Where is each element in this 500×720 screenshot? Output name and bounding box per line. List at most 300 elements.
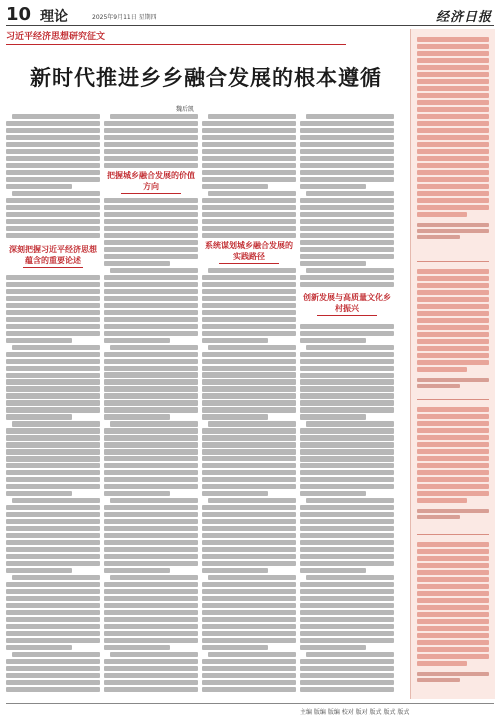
sidebar-source-line — [417, 378, 489, 382]
body-text-line — [104, 379, 198, 384]
body-text-line — [202, 233, 296, 238]
sidebar-text-line — [417, 290, 489, 295]
column-tag-rule — [6, 44, 346, 45]
sidebar-text-line — [417, 456, 489, 461]
body-text-line — [104, 484, 198, 489]
body-text-line — [300, 645, 366, 650]
sidebar-source-line — [417, 235, 460, 239]
sidebar-text-line — [417, 149, 489, 154]
body-text-line — [104, 603, 198, 608]
sidebar-source-line — [417, 515, 460, 519]
body-text-line — [300, 142, 394, 147]
sidebar-text-line — [417, 177, 489, 182]
body-text-line — [104, 247, 198, 252]
body-text-line — [202, 205, 296, 210]
body-text-line — [202, 331, 296, 336]
body-text-line — [104, 617, 198, 622]
sidebar-text-line — [417, 339, 489, 344]
body-text-line — [202, 156, 296, 161]
body-text-line — [104, 442, 198, 447]
body-text-line — [104, 282, 198, 287]
body-text-line — [104, 547, 198, 552]
body-text-line — [104, 463, 198, 468]
body-text-line — [300, 149, 394, 154]
sidebar-text-line — [417, 332, 489, 337]
body-text-line — [202, 135, 296, 140]
body-text-line — [202, 366, 296, 371]
page-number: 10 — [6, 4, 32, 25]
sidebar-text-line — [417, 121, 489, 126]
sidebar-source-line — [417, 384, 460, 388]
body-text-line — [104, 149, 198, 154]
body-text-line — [6, 275, 100, 280]
body-text-line — [300, 526, 394, 531]
sidebar-text-line — [417, 65, 489, 70]
body-text-line — [104, 226, 198, 231]
sidebar-source-line — [417, 672, 489, 676]
body-text-line — [104, 540, 198, 545]
body-text-line — [6, 442, 100, 447]
body-text-line — [202, 275, 296, 280]
body-text-line — [202, 324, 296, 329]
body-text-line — [12, 498, 100, 503]
body-text-line — [6, 624, 100, 629]
body-text-line — [300, 128, 394, 133]
sidebar-text-line — [417, 605, 489, 610]
body-text-line — [300, 184, 366, 189]
body-text-line — [300, 324, 394, 329]
body-text-line — [104, 400, 198, 405]
body-text-line — [6, 212, 100, 217]
sidebar-text-line — [417, 477, 489, 482]
body-text-line — [300, 540, 394, 545]
sidebar-divider — [417, 534, 489, 535]
body-text-line — [202, 435, 296, 440]
body-text-line — [300, 407, 394, 412]
body-text-line — [202, 512, 296, 517]
body-text-line — [306, 114, 394, 119]
sidebar-text-line — [417, 44, 489, 49]
body-text-line — [300, 687, 394, 692]
body-text-line — [6, 135, 100, 140]
body-text-line — [202, 352, 296, 357]
body-text-line — [202, 428, 296, 433]
body-text-line — [202, 568, 268, 573]
body-text-line — [202, 666, 296, 671]
body-text-line — [110, 268, 198, 273]
body-text-line — [104, 121, 198, 126]
body-text-line — [6, 568, 72, 573]
body-text-line — [202, 198, 296, 203]
body-text-line — [300, 659, 394, 664]
body-text-line — [104, 610, 198, 615]
body-text-line — [202, 582, 296, 587]
body-text-line — [104, 359, 198, 364]
body-text-line — [6, 631, 100, 636]
sidebar-source-line — [417, 509, 489, 513]
sidebar-text-line — [417, 283, 489, 288]
body-text-line — [306, 575, 394, 580]
body-text-line — [202, 547, 296, 552]
body-text-line — [202, 519, 296, 524]
sidebar-text-line — [417, 484, 489, 489]
body-text-line — [6, 512, 100, 517]
body-text-line — [202, 303, 296, 308]
sidebar-text-line — [417, 93, 489, 98]
body-text-line — [12, 191, 100, 196]
sidebar-text-line — [417, 470, 489, 475]
sidebar-text-line — [417, 135, 489, 140]
body-text-line — [6, 533, 100, 538]
subhead-4-text: 创新发展与高质量文化乡村振兴 — [303, 293, 391, 313]
sidebar-text-line — [417, 170, 489, 175]
body-text-line — [202, 589, 296, 594]
body-text-line — [12, 345, 100, 350]
sidebar-text-line — [417, 346, 489, 351]
body-text-line — [202, 680, 296, 685]
body-text-line — [300, 596, 394, 601]
body-text-line — [104, 163, 198, 168]
sidebar-text-line — [417, 491, 489, 496]
body-text-line — [300, 603, 394, 608]
subhead-2 — [104, 170, 198, 194]
body-text-line — [202, 449, 296, 454]
body-text-line — [6, 373, 100, 378]
sidebar-text-line — [417, 51, 489, 56]
sidebar-text-line — [417, 633, 489, 638]
body-text-line — [6, 121, 100, 126]
body-text-line — [202, 142, 296, 147]
body-text-line — [104, 435, 198, 440]
body-text-line — [6, 589, 100, 594]
subhead-3-text: 系统谋划城乡融合发展的实践路径 — [205, 241, 293, 261]
body-text-line — [104, 624, 198, 629]
sidebar-text-line — [417, 325, 489, 330]
body-text-line — [104, 505, 198, 510]
body-text-line — [6, 338, 72, 343]
body-text-line — [202, 372, 296, 377]
subhead-1-text: 深刻把握习近平经济思想蕴含的重要论述 — [9, 245, 97, 265]
body-text-line — [6, 170, 100, 175]
body-text-line — [300, 666, 394, 671]
body-text-line — [6, 310, 100, 315]
body-text-line — [104, 352, 198, 357]
body-text-line — [202, 470, 296, 475]
body-text-line — [6, 687, 100, 692]
body-text-line — [6, 428, 100, 433]
sidebar-text-line — [417, 212, 467, 217]
body-text-line — [104, 233, 198, 238]
body-text-line — [104, 331, 198, 336]
body-text-line — [6, 128, 100, 133]
body-text-line — [202, 477, 296, 482]
sidebar-text-line — [417, 591, 489, 596]
body-text-line — [6, 142, 100, 147]
sidebar-quotes — [410, 29, 495, 699]
body-text-line — [300, 505, 394, 510]
body-text-line — [6, 198, 100, 203]
body-text-line — [300, 673, 394, 678]
body-text-line — [6, 407, 100, 412]
body-text-line — [300, 275, 394, 280]
body-text-line — [300, 561, 394, 566]
body-column-2 — [104, 114, 198, 699]
body-text-line — [6, 596, 100, 601]
body-text-line — [202, 338, 268, 343]
sidebar-text-line — [417, 353, 489, 358]
sidebar-text-line — [417, 640, 489, 645]
body-text-line — [6, 505, 100, 510]
body-text-line — [6, 526, 100, 531]
column-tag: 习近平经济思想研究征文 — [6, 32, 106, 42]
body-text-line — [300, 617, 394, 622]
sidebar-text-line — [417, 79, 489, 84]
sidebar-text-line — [417, 549, 489, 554]
body-text-line — [6, 547, 100, 552]
body-text-line — [104, 687, 198, 692]
sidebar-text-line — [417, 654, 489, 659]
body-text-line — [6, 435, 100, 440]
body-text-line — [6, 617, 100, 622]
body-text-line — [202, 400, 296, 405]
header-rule — [6, 25, 494, 26]
sidebar-text-line — [417, 626, 489, 631]
sidebar-text-line — [417, 311, 489, 316]
body-text-line — [6, 456, 100, 461]
body-text-line — [6, 582, 100, 587]
body-text-line — [6, 233, 100, 238]
sidebar-quote-2 — [417, 269, 489, 390]
subhead-3 — [202, 240, 296, 264]
body-text-line — [104, 142, 198, 147]
body-text-line — [110, 498, 198, 503]
body-text-line — [300, 379, 394, 384]
body-text-line — [300, 226, 394, 231]
sidebar-text-line — [417, 421, 489, 426]
body-text-line — [6, 379, 100, 384]
body-text-line — [6, 638, 100, 643]
body-text-line — [202, 219, 296, 224]
body-text-line — [300, 512, 394, 517]
body-text-line — [300, 463, 394, 468]
sidebar-quote-4 — [417, 542, 489, 684]
body-text-line — [6, 156, 100, 161]
sidebar-text-line — [417, 661, 467, 666]
body-text-line — [306, 652, 394, 657]
body-text-line — [202, 624, 296, 629]
body-text-line — [300, 393, 394, 398]
body-text-line — [300, 156, 394, 161]
body-text-line — [104, 156, 198, 161]
body-text-line — [202, 463, 296, 468]
sidebar-text-line — [417, 463, 489, 468]
body-text-line — [202, 184, 268, 189]
body-text-line — [104, 428, 198, 433]
body-text-line — [202, 289, 296, 294]
sidebar-text-line — [417, 612, 489, 617]
body-text-line — [6, 386, 100, 391]
body-text-line — [202, 687, 296, 692]
body-text-line — [6, 484, 100, 489]
footer-credits: 主编 版编 版编 校对 版对 版式 版式 版式 — [300, 709, 410, 716]
body-text-line — [202, 282, 296, 287]
body-text-line — [300, 491, 366, 496]
body-text-line — [6, 470, 100, 475]
body-text-line — [6, 317, 100, 322]
body-text-line — [6, 463, 100, 468]
sidebar-text-line — [417, 297, 489, 302]
body-text-line — [202, 212, 296, 217]
body-text-line — [202, 596, 296, 601]
body-text-line — [202, 533, 296, 538]
sidebar-text-line — [417, 128, 489, 133]
footer-rule — [6, 703, 494, 704]
body-column-4 — [300, 114, 394, 699]
body-text-line — [104, 680, 198, 685]
sidebar-text-line — [417, 570, 489, 575]
body-text-line — [300, 282, 394, 287]
sidebar-text-line — [417, 360, 489, 365]
body-text-line — [6, 359, 100, 364]
sidebar-source-line — [417, 678, 460, 682]
body-text-line — [6, 219, 100, 224]
sidebar-text-line — [417, 114, 489, 119]
body-text-line — [6, 414, 72, 419]
sidebar-text-line — [417, 449, 489, 454]
body-text-line — [202, 386, 296, 391]
body-text-line — [306, 421, 394, 426]
sidebar-text-line — [417, 498, 467, 503]
body-text-line — [6, 673, 100, 678]
body-text-line — [202, 456, 296, 461]
body-text-line — [202, 526, 296, 531]
body-text-line — [104, 568, 170, 573]
body-text-line — [300, 442, 394, 447]
body-text-line — [306, 191, 394, 196]
body-text-line — [12, 575, 100, 580]
body-text-line — [6, 680, 100, 685]
sidebar-text-line — [417, 184, 489, 189]
sidebar-text-line — [417, 442, 489, 447]
body-text-line — [6, 659, 100, 664]
body-text-line — [104, 205, 198, 210]
body-text-line — [6, 400, 100, 405]
sidebar-text-line — [417, 428, 489, 433]
body-text-line — [300, 680, 394, 685]
body-text-line — [208, 268, 296, 273]
body-text-line — [12, 652, 100, 657]
body-text-line — [6, 366, 100, 371]
subhead-4 — [300, 292, 394, 316]
subhead-2-text: 把握城乡融合发展的价值方向 — [107, 171, 195, 191]
body-text-line — [300, 219, 394, 224]
sidebar-text-line — [417, 269, 489, 274]
body-text-line — [110, 114, 198, 119]
body-text-line — [110, 345, 198, 350]
sidebar-text-line — [417, 542, 489, 547]
sidebar-text-line — [417, 367, 467, 372]
body-text-line — [300, 254, 394, 259]
body-text-line — [202, 561, 296, 566]
body-text-line — [6, 331, 100, 336]
body-text-line — [300, 135, 394, 140]
body-text-line — [300, 589, 394, 594]
body-text-line — [12, 421, 100, 426]
body-text-line — [202, 359, 296, 364]
body-text-line — [104, 393, 198, 398]
body-text-line — [6, 561, 100, 566]
body-text-line — [6, 205, 100, 210]
body-text-line — [202, 149, 296, 154]
body-text-line — [202, 177, 296, 182]
sidebar-text-line — [417, 107, 489, 112]
body-text-line — [6, 289, 100, 294]
body-text-line — [306, 345, 394, 350]
sidebar-text-line — [417, 156, 489, 161]
body-text-line — [104, 666, 198, 671]
body-text-line — [300, 261, 366, 266]
body-text-line — [202, 505, 296, 510]
sidebar-text-line — [417, 556, 489, 561]
body-text-line — [202, 226, 296, 231]
body-text-line — [6, 324, 100, 329]
body-text-line — [6, 666, 100, 671]
sidebar-divider — [417, 261, 489, 262]
body-text-line — [300, 170, 394, 175]
body-text-line — [104, 589, 198, 594]
body-text-line — [202, 163, 296, 168]
body-text-line — [6, 177, 100, 182]
body-text-line — [300, 624, 394, 629]
body-text-line — [300, 554, 394, 559]
body-text-line — [104, 659, 198, 664]
body-text-line — [6, 477, 100, 482]
body-text-line — [104, 512, 198, 517]
body-text-line — [300, 198, 394, 203]
body-text-line — [6, 554, 100, 559]
body-text-line — [104, 491, 170, 496]
body-text-line — [300, 582, 394, 587]
body-text-line — [300, 568, 366, 573]
body-text-line — [208, 575, 296, 580]
sidebar-text-line — [417, 598, 489, 603]
body-text-line — [104, 456, 198, 461]
body-text-line — [6, 149, 100, 154]
body-text-line — [104, 240, 198, 245]
body-text-line — [6, 519, 100, 524]
sidebar-text-line — [417, 86, 489, 91]
issue-date: 2025年9月11日 星期四 — [92, 14, 157, 21]
body-text-line — [300, 484, 394, 489]
body-text-line — [104, 596, 198, 601]
body-text-line — [104, 645, 170, 650]
body-text-line — [202, 631, 296, 636]
body-text-line — [300, 366, 394, 371]
body-text-line — [104, 198, 198, 203]
body-text-line — [202, 317, 296, 322]
body-text-line — [300, 456, 394, 461]
body-text-line — [300, 359, 394, 364]
sidebar-text-line — [417, 205, 489, 210]
body-text-line — [300, 533, 394, 538]
sidebar-text-line — [417, 407, 489, 412]
body-text-line — [300, 477, 394, 482]
body-text-line — [6, 491, 72, 496]
body-text-line — [202, 645, 268, 650]
body-text-line — [104, 554, 198, 559]
body-text-line — [104, 303, 198, 308]
sidebar-source-line — [417, 223, 489, 227]
